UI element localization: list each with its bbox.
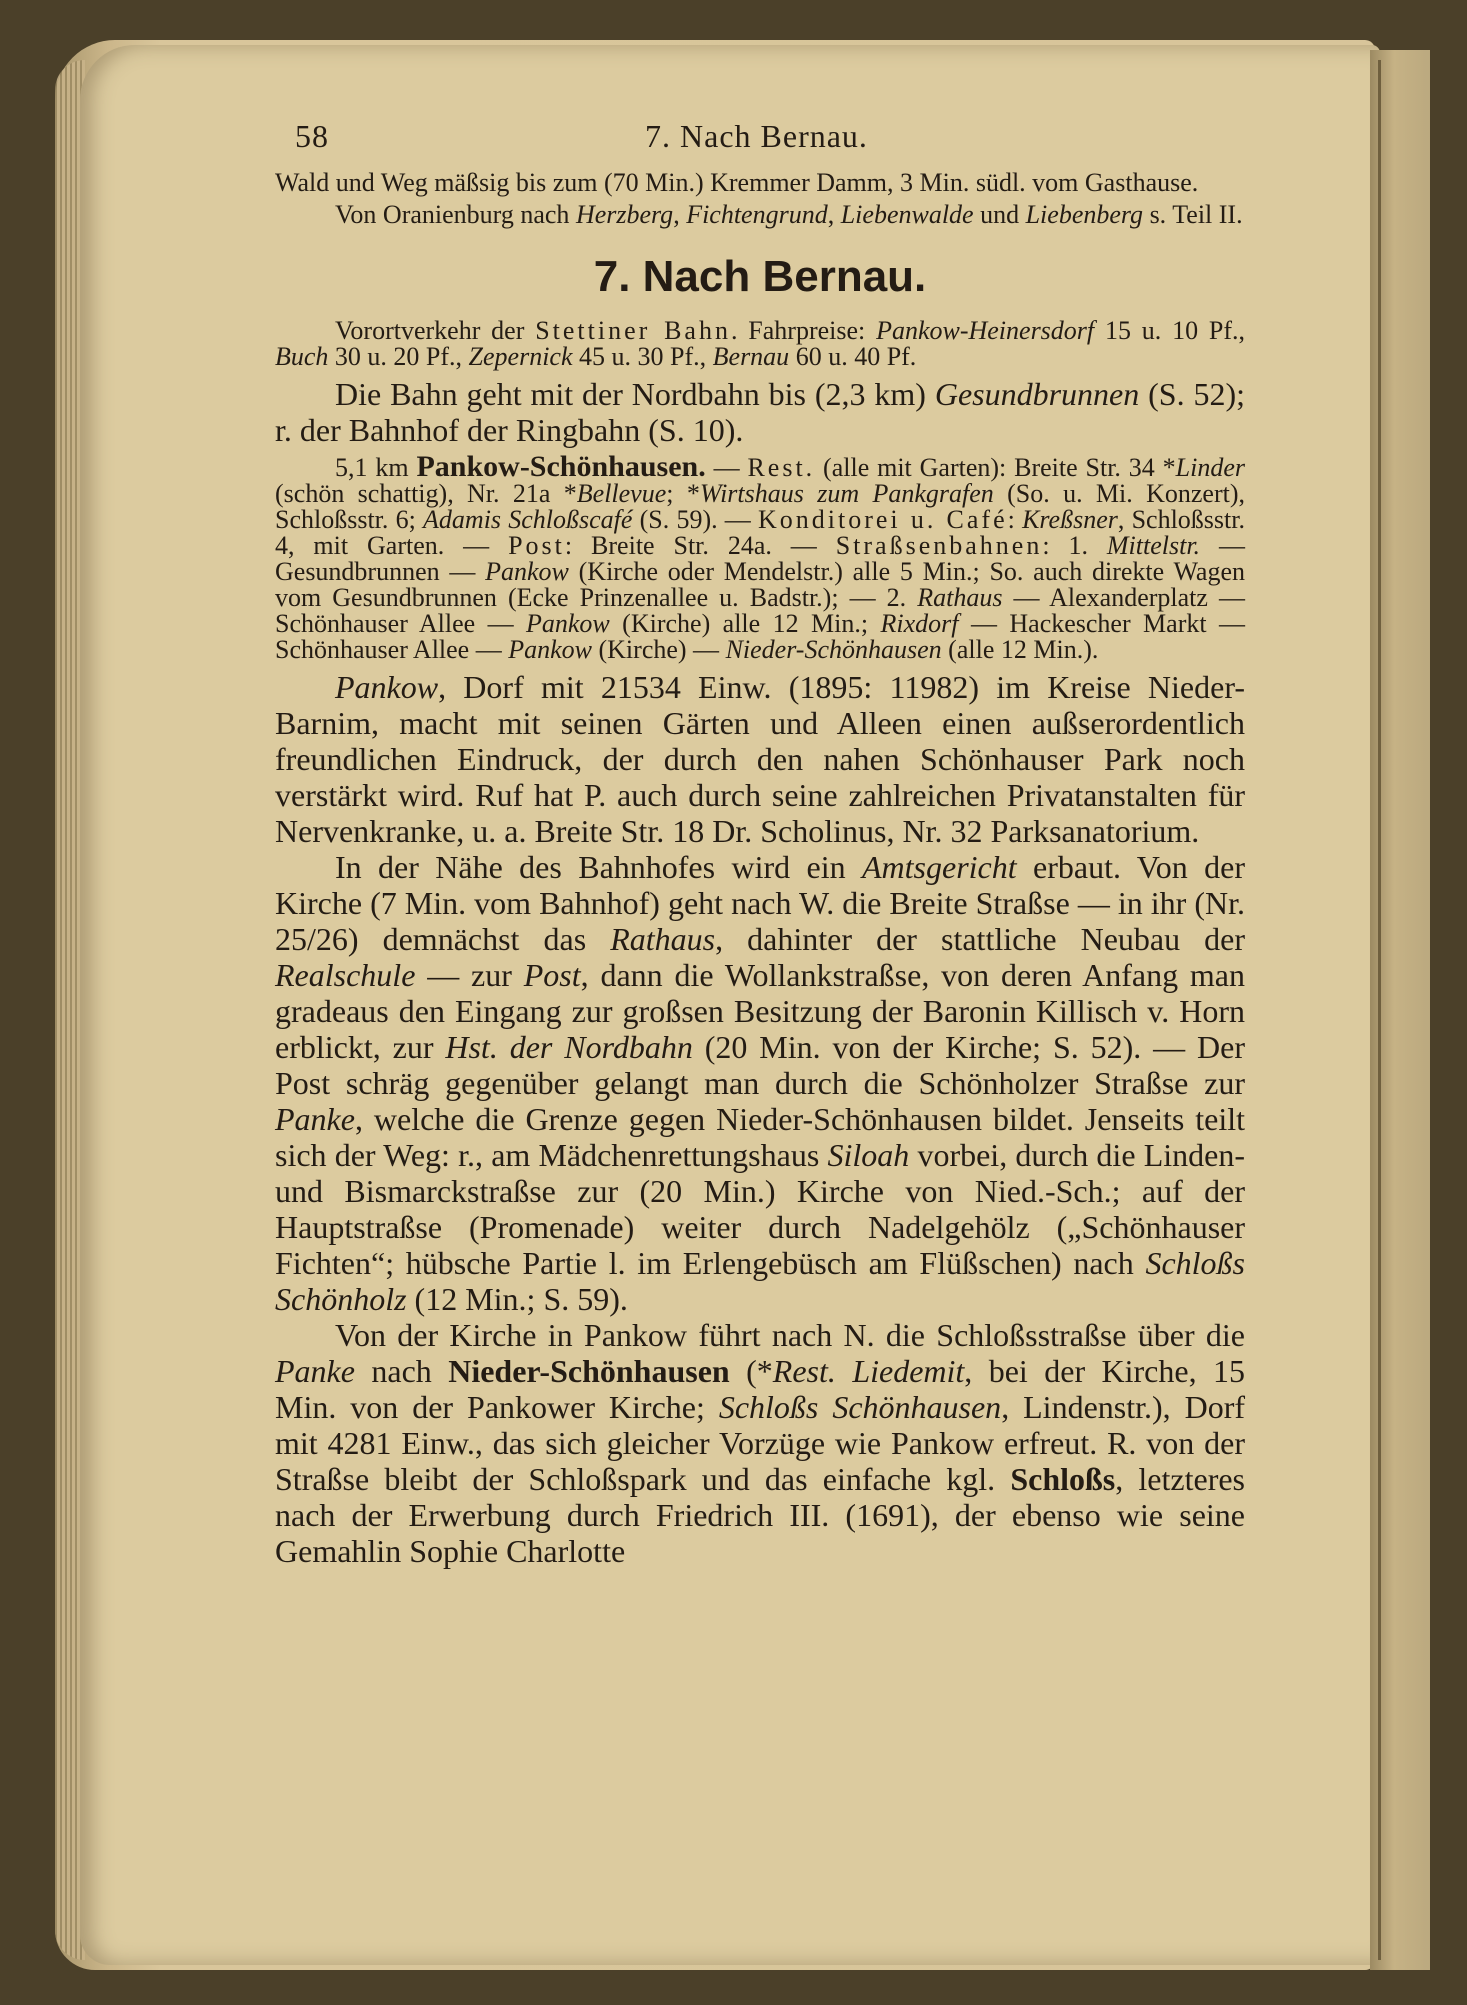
main-text xyxy=(275,669,1245,1569)
pankow-info-paragraph: 5,1 km Pankow-Schönhausen. — Rest. (alle mit Garten): Breite Str. 34 *Linder (schön schattig), Nr. 21a *Bellevue; *Wirtshaus zum Pankgrafen (So. u. Mi. Konzert), Schloßsstr. 6; Adamis Schloßscafé (S. 59). — Konditorei u. Café: Kreßsner, Schloßsstr. 4, mit Garten. — Post: Breite Str. 24a. — Straßsenbahnen: 1. Mittelstr. — Gesundbrunnen — Pankow (Kirche oder Mendelstr.) alle 5 Min.; So. auch direkte Wagen vom Gesundbrunnen (Ecke Prinzenallee u. Badstr.); — 2. Rathaus — Alexanderplatz — Schönhauser Allee — Pankow (Kirche) alle 12 Min.; Rixdorf — Hackescher Markt — Schönhauser Allee — Pankow (Kirche) — Nieder-Schönhausen (alle 12 Min.). xyxy=(275,450,1246,664)
page-number: 58 xyxy=(295,118,329,154)
kirche-paragraph: Von der Kirche in Pankow führt nach N. die Schloßsstraßse über die Panke nach Nieder-Schönhausen (*Rest. Liedemit, bei der Kirche, 15 Min. von der Pankower Kirche; Schloßs Schönhausen, Lindenstr.), Dorf mit 4281 Einw., das sich gleicher Vorzüge wie Pankow erfreut. R. von der Straßse bleibt der Schloßspark und das einfache kgl. Schloßs, letzteres nach der Erwerbung durch Friedrich III. (1691), der ebenso wie seine Gemahlin Sophie Charlotte xyxy=(275,1317,1246,1569)
intro-block xyxy=(275,170,1245,228)
section-heading: 7. Nach Bernau. xyxy=(593,252,927,301)
pankow-description: Pankow, Dorf mit 21534 Einw. (1895: 11982) im Kreise Nieder-Barnim, macht mit seinen Gärten und Alleen einen außserordentlich freundlichen Eindruck, der durch den nahen Schönhauser Park noch verstärkt wird. Ruf hat P. auch durch seine zahlreichen Privatanstalten für Nervenkranke, u. a. Breite Str. 18 Dr. Scholinus, Nr. 32 Parksanatorium. xyxy=(275,669,1245,849)
page-content xyxy=(275,110,1245,1569)
bahn-paragraph: Die Bahn geht mit der Nordbahn bis (2,3 km) Gesundbrunnen (S. 52); r. der Bahnhof der Ringbahn (S. 10). xyxy=(275,376,1246,448)
naehe-paragraph: In der Nähe des Bahnhofes wird ein Amtsgericht erbaut. Von der Kirche (7 Min. vom Bahnhof) geht nach W. die Breite Straßse — in ihr (Nr. 25/26) demnächst das Rathaus, dahinter der stattliche Neubau der Realschule — zur Post, dann die Wollankstraßse, von deren Anfang man gradeaus den Eingang zur großsen Besitzung der Baronin Killisch v. Horn erblickt, zur Hst. der Nordbahn (20 Min. von der Kirche; S. 52). — Der Post schräg gegenüber gelangt man durch die Schönholzer Straßse zur Panke, welche die Grenze gegen Nieder-Schönhausen bildet. Jenseits teilt sich der Weg: r., am Mädchenrettungshaus Siloah vorbei, durch die Linden- und Bismarckstraßse zur (20 Min.) Kirche von Nied.-Sch.; auf der Hauptstraßse (Promenade) weiter durch Nadelgehölz („Schönhauser Fichten“; hübsche Partie l. im Erlengebüsch am Flüßschen) nach Schloßs Schönholz (12 Min.; S. 59). xyxy=(275,849,1246,1317)
intro-paragraph-2: Von Oranienburg nach Herzberg, Fichtengrund, Liebenwalde und Liebenberg s. Teil II. xyxy=(335,200,1243,229)
intro-paragraph-1: Wald und Weg mäßsig bis zum (70 Min.) Kremmer Damm, 3 Min. südl. vom Gasthause. xyxy=(275,168,1199,197)
gutter-line xyxy=(1378,60,1381,1960)
running-head xyxy=(275,110,1245,170)
vorort-paragraph: Vorortverkehr der Stettiner Bahn. Fahrpreise: Pankow-Heinersdorf 15 u. 10 Pf., Buch 30 u. 20 Pf., Zepernick 45 u. 30 Pf., Bernau 60 u. 40 Pf. xyxy=(275,316,1246,371)
running-head-title: 7. Nach Bernau. xyxy=(645,118,868,154)
